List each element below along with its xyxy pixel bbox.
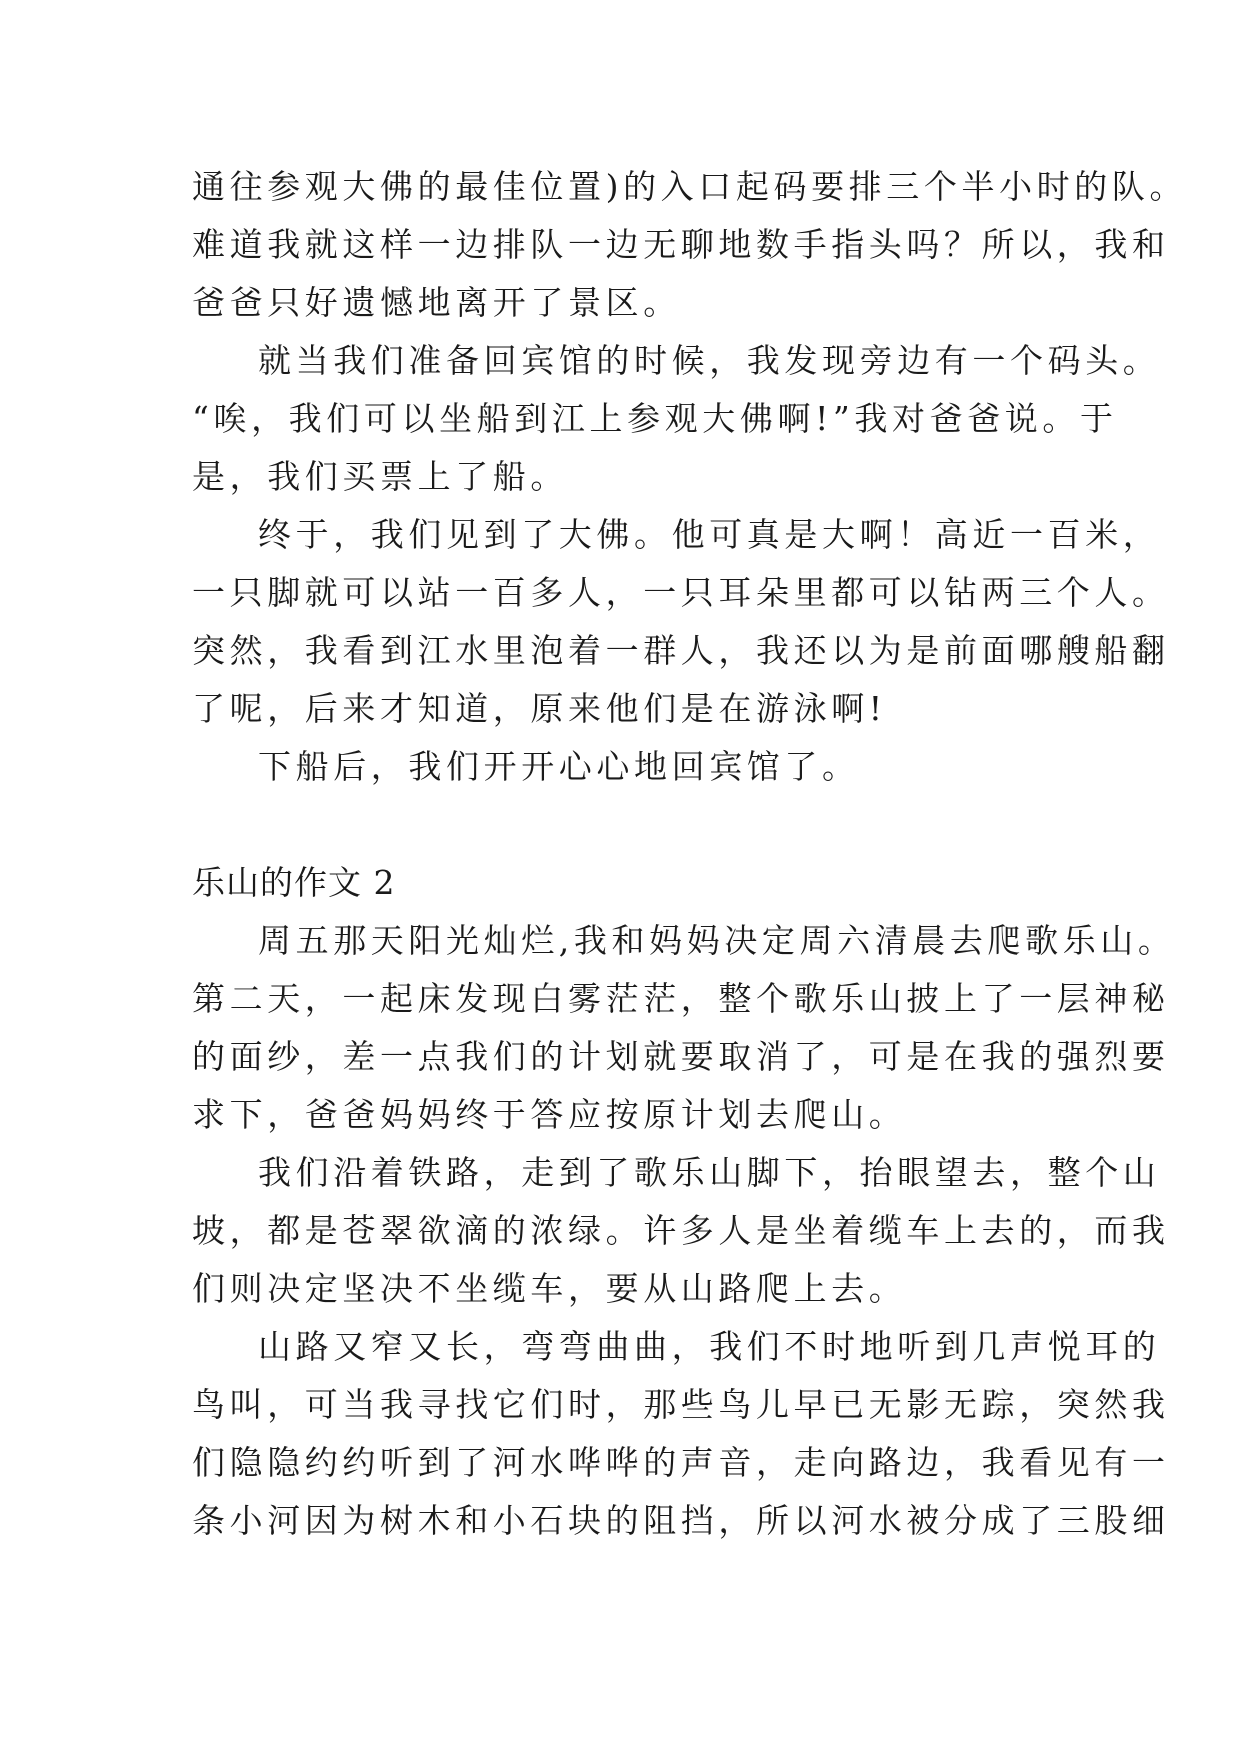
text-line: 坡，都是苍翠欲滴的浓绿。许多人是坐着缆车上去的，而我 xyxy=(192,1211,1170,1250)
text-line: 爸爸只好遗憾地离开了景区。 xyxy=(192,283,681,322)
text-line: 鸟叫，可当我寻找它们时，那些鸟儿早已无影无踪，突然我 xyxy=(192,1385,1170,1424)
text-line: 的面纱，差一点我们的计划就要取消了，可是在我的强烈要 xyxy=(192,1037,1170,1076)
text-line: 山路又窄又长，弯弯曲曲，我们不时地听到几声悦耳的 xyxy=(258,1327,1161,1366)
text-line: 难道我就这样一边排队一边无聊地数手指头吗？所以，我和 xyxy=(192,225,1170,264)
text-line: 周五那天阳光灿烂,我和妈妈决定周六清晨去爬歌乐山。 xyxy=(258,921,1176,960)
text-line: 就当我们准备回宾馆的时候，我发现旁边有一个码头。 xyxy=(258,341,1161,380)
text-line: “唉，我们可以坐船到江上参观大佛啊!”我对爸爸说。于 xyxy=(192,399,1118,438)
text-line: 下船后，我们开开心心地回宾馆了。 xyxy=(258,747,860,786)
text-line: 求下，爸爸妈妈终于答应按原计划去爬山。 xyxy=(192,1095,907,1134)
text-line: 突然，我看到江水里泡着一群人，我还以为是前面哪艘船翻 xyxy=(192,631,1170,670)
text-line: 第二天，一起床发现白雾茫茫，整个歌乐山披上了一层神秘 xyxy=(192,979,1170,1018)
text-line: 们隐隐约约听到了河水哗哗的声音，走向路边，我看见有一 xyxy=(192,1443,1170,1482)
text-line: 了呢，后来才知道，原来他们是在游泳啊! xyxy=(192,689,887,728)
text-line: 是，我们买票上了船。 xyxy=(192,457,568,496)
text-line: 通往参观大佛的最佳位置)的入口起码要排三个半小时的队。 xyxy=(192,167,1188,206)
text-line: 们则决定坚决不坐缆车，要从山路爬上去。 xyxy=(192,1269,907,1308)
text-line: 终于，我们见到了大佛。他可真是大啊！高近一百米， xyxy=(258,515,1161,554)
text-line: 一只脚就可以站一百多人，一只耳朵里都可以钻两三个人。 xyxy=(192,573,1170,612)
text-line: 我们沿着铁路，走到了歌乐山脚下，抬眼望去，整个山 xyxy=(258,1153,1161,1192)
section-title: 乐山的作文 2 xyxy=(192,863,396,902)
text-line: 条小河因为树木和小石块的阻挡，所以河水被分成了三股细 xyxy=(192,1501,1170,1540)
